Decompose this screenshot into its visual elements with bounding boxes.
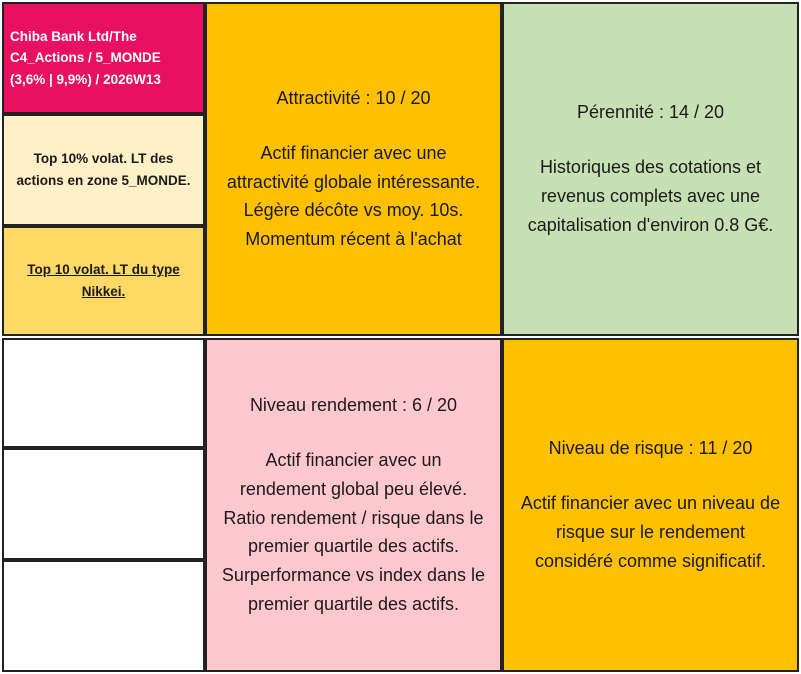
perennite-score: Pérennité : 14 / 20 [576, 102, 725, 123]
volatility-type-text: Top 10 volat. LT du type Nikkei. [27, 262, 180, 299]
attractivite-panel [205, 2, 502, 336]
risque-score: Niveau de risque : 11 / 20 [548, 438, 753, 459]
rendement-description: Actif financier avec un rendement global peu élevé. Ratio rendement / risque dans le premier quartile des actifs. Surperformance vs index dans le premier quartile des actifs. [221, 450, 486, 614]
risque-description: Actif financier avec un niveau de risque sur le rendement considéré comme significatif. [520, 493, 781, 571]
volatility-zone-text: Top 10% volat. LT des actions en zone 5_MONDE. [16, 151, 191, 188]
perennite-panel [502, 2, 799, 336]
attractivite-description: Actif financier avec une attractivité globale intéressante. Légère décôte vs moy. 10s. Momentum récent à l'achat [226, 142, 481, 250]
perennite-description: Historiques des cotations et revenus complets avec une capitalisation d'environ 0.8 G€. [527, 157, 774, 235]
asset-title-cell [2, 2, 205, 114]
empty-cell-2 [2, 448, 205, 560]
risque-panel [502, 338, 799, 672]
empty-cell-1 [2, 338, 205, 448]
asset-title: Chiba Bank Ltd/The C4_Actions / 5_MONDE (3,6% | 9,9%) / 2026W13 [10, 28, 161, 87]
volatility-type-badge [2, 226, 205, 336]
rendement-panel [205, 338, 502, 672]
empty-cell-3 [2, 560, 205, 672]
attractivite-score: Attractivité : 10 / 20 [276, 88, 431, 108]
volatility-zone-badge [2, 114, 205, 226]
rendement-score: Niveau rendement : 6 / 20 [249, 395, 458, 416]
